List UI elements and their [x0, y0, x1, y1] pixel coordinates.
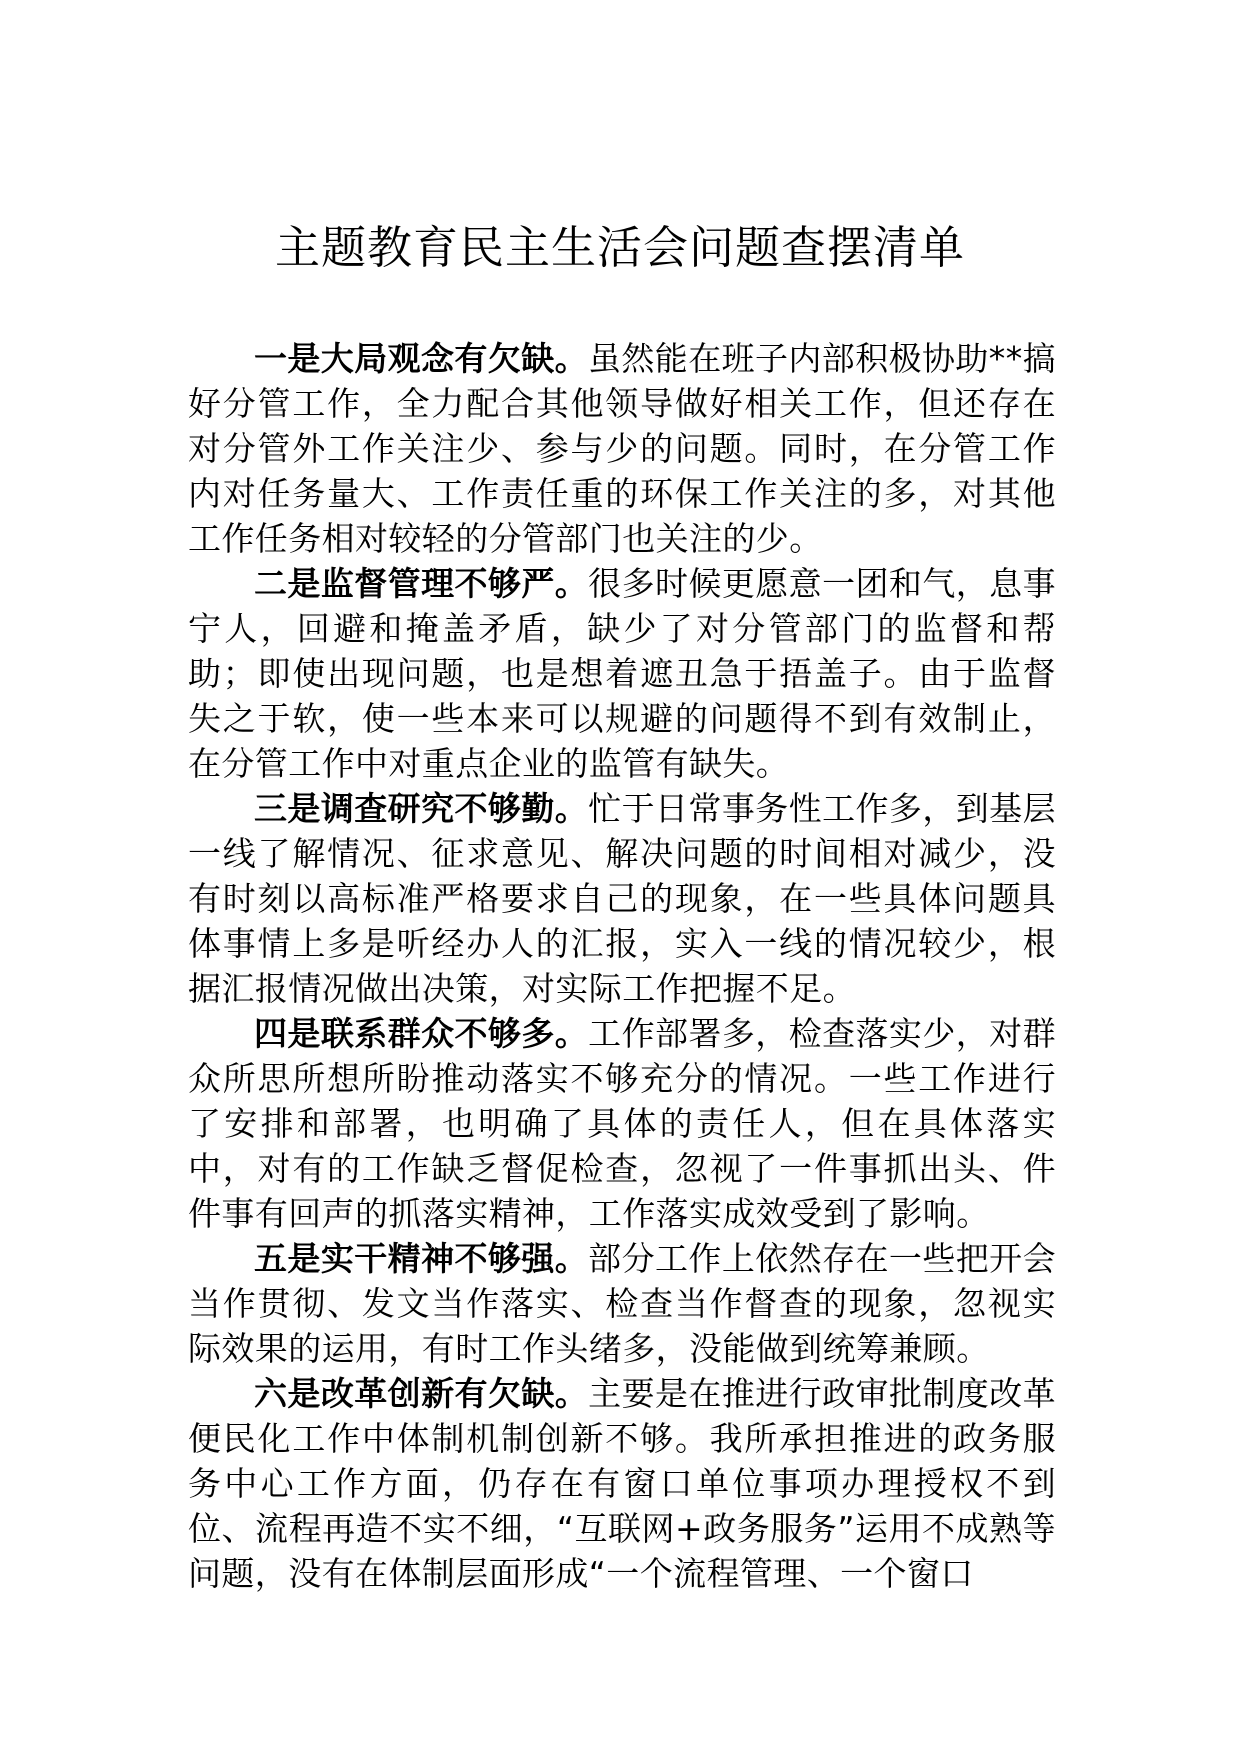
paragraph-5: [188, 1236, 1056, 1371]
paragraph-6: [188, 1371, 1056, 1596]
paragraph-5-text: 部分工作上依然存在一些把开会当作贯彻、发文当作落实、检查当作督查的现象，忽视实际效果的运用，有时工作头绪多，没能做到统筹兼顾。: [188, 1239, 1056, 1368]
paragraph-3-text: 忙于日常事务性工作多，到基层一线了解情况、征求意见、解决问题的时间相对减少，没有时刻以高标准严格要求自己的现象，在一些具体问题具体事情上多是听经办人的汇报，实入一线的情况较少，根据汇报情况做出决策，对实际工作把握不足。: [188, 789, 1056, 1008]
paragraph-2: [188, 561, 1056, 786]
paragraph-4-text: 工作部署多，检查落实少，对群众所思所想所盼推动落实不够充分的情况。一些工作进行了安排和部署，也明确了具体的责任人，但在具体落实中，对有的工作缺乏督促检查，忽视了一件事抓出头、件件事有回声的抓落实精神，工作落实成效受到了影响。: [188, 1014, 1056, 1233]
paragraph-2-lead: 二是监督管理不够严。: [254, 564, 589, 603]
paragraph-1: [188, 336, 1056, 561]
paragraph-4: [188, 1011, 1056, 1236]
paragraph-5-lead: 五是实干精神不够强。: [254, 1239, 589, 1278]
document-title: 主题教育民主生活会问题查摆清单: [274, 221, 965, 274]
document-body: [188, 336, 1056, 1596]
paragraph-6-lead: 六是改革创新有欠缺。: [254, 1374, 589, 1413]
paragraph-1-lead: 一是大局观念有欠缺。: [254, 339, 588, 378]
paragraph-3-lead: 三是调查研究不够勤。: [254, 789, 589, 828]
paragraph-3: [188, 786, 1056, 1011]
paragraph-6-text: 主要是在推进行政审批制度改革便民化工作中体制机制创新不够。我所承担推进的政务服务中心工作方面，仍存在有窗口单位事项办理授权不到位、流程再造不实不细，“互联网+政务服务”运用不成熟等问题，没有在体制层面形成“一个流程管理、一个窗口: [188, 1374, 1056, 1593]
paragraph-1-text: 虽然能在班子内部积极协助**搞好分管工作，全力配合其他领导做好相关工作，但还存在对分管外工作关注少、参与少的问题。同时，在分管工作内对任务量大、工作责任重的环保工作关注的多，对其他工作任务相对较轻的分管部门也关注的少。: [188, 339, 1056, 558]
paragraph-4-lead: 四是联系群众不够多。: [254, 1014, 589, 1053]
paragraph-2-text: 很多时候更愿意一团和气，息事宁人，回避和掩盖矛盾，缺少了对分管部门的监督和帮助；即使出现问题，也是想着遮丑急于捂盖子。由于监督失之于软，使一些本来可以规避的问题得不到有效制止，在分管工作中对重点企业的监管有缺失。: [188, 564, 1056, 783]
